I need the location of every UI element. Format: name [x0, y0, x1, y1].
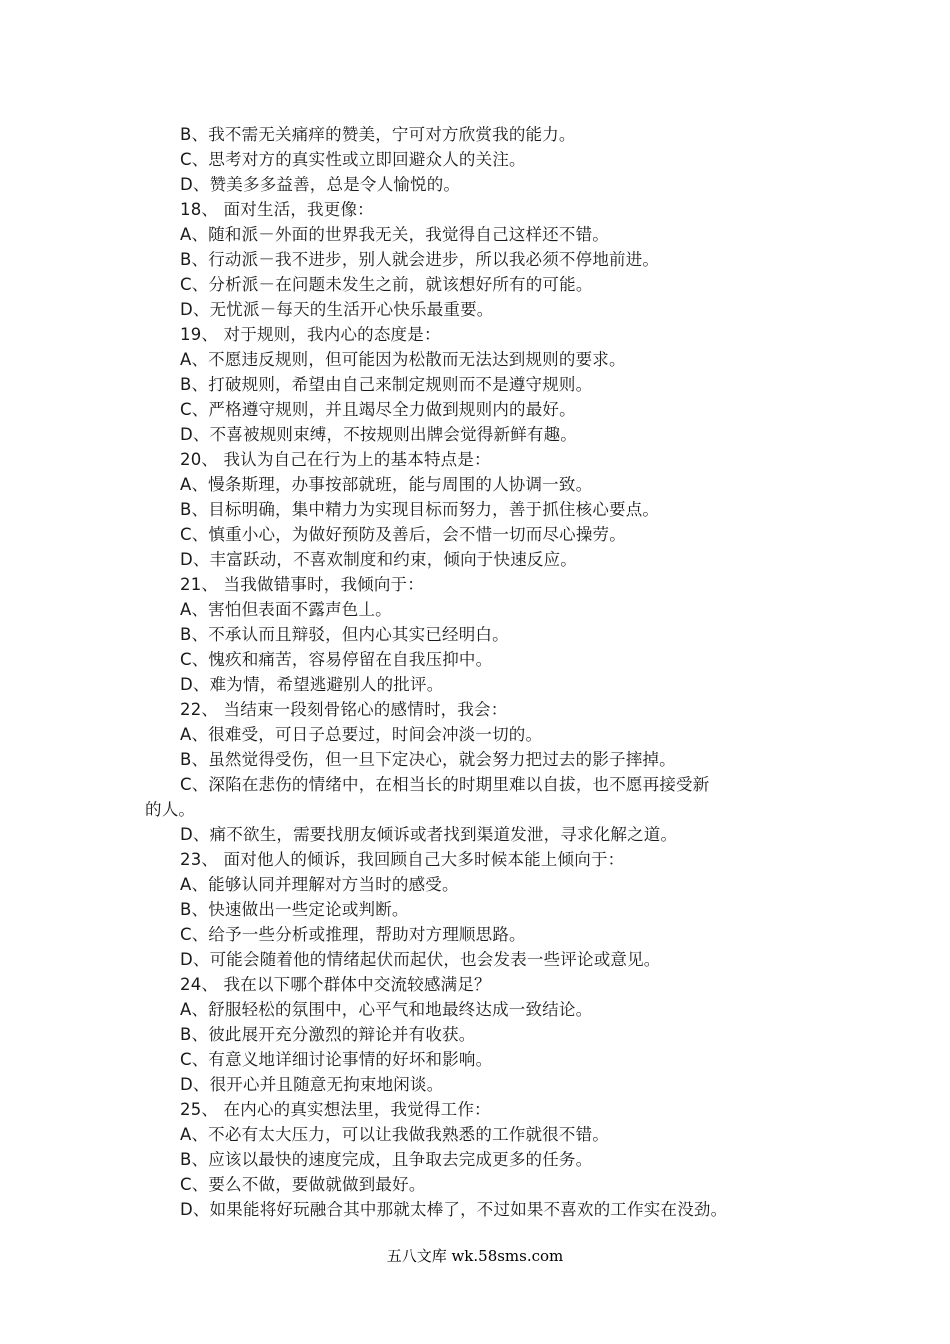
question-line: 25、 在内心的真实想法里，我觉得工作： — [180, 1100, 491, 1119]
text-line: A、很难受，可日子总要过，时间会冲淡一切的。 — [180, 725, 543, 744]
text-line: B、彼此展开充分激烈的辩论并有收获。 — [180, 1025, 476, 1044]
text-line: C、有意义地详细讨论事情的好坏和影响。 — [180, 1050, 493, 1069]
question-line: 23、 面对他人的倾诉，我回顾自己大多时候本能上倾向于： — [180, 850, 625, 869]
question-line: 24、 我在以下哪个群体中交流较感满足？ — [180, 975, 491, 994]
text-line: B、快速做出一些定论或判断。 — [180, 900, 409, 919]
text-line: A、不必有太大压力，可以让我做我熟悉的工作就很不错。 — [180, 1125, 609, 1144]
text-line: C、给予一些分析或推理，帮助对方理顺思路。 — [180, 925, 526, 944]
text-line: D、不喜被规则束缚，不按规则出牌会觉得新鲜有趣。 — [180, 425, 578, 444]
text-line: D、可能会随着他的情绪起伏而起伏，也会发表一些评论或意见。 — [180, 950, 661, 969]
text-line: C、分析派－在问题未发生之前，就该想好所有的可能。 — [180, 275, 593, 294]
text-line: B、不承认而且辩驳，但内心其实已经明白。 — [180, 625, 509, 644]
text-line: C、严格遵守规则，并且竭尽全力做到规则内的最好。 — [180, 400, 576, 419]
text-line: A、舒服轻松的氛围中，心平气和地最终达成一致结论。 — [180, 1000, 593, 1019]
text-line: A、害怕但表面不露声色丄。 — [180, 600, 392, 619]
text-line: A、能够认同并理解对方当时的感受。 — [180, 875, 459, 894]
text-line: D、无忧派－每天的生活开心快乐最重要。 — [180, 300, 494, 319]
text-line: D、很开心并且随意无拘束地闲谈。 — [180, 1075, 444, 1094]
text-line-continuation: 的人。 — [145, 800, 196, 819]
question-line: 20、 我认为自己在行为上的基本特点是： — [180, 450, 491, 469]
question-line: 22、 当结束一段刻骨铭心的感情时，我会： — [180, 700, 508, 719]
text-line: A、随和派－外面的世界我无关，我觉得自己这样还不错。 — [180, 225, 609, 244]
text-line: C、愧疚和痛苦，容易停留在自我压抑中。 — [180, 650, 493, 669]
text-line: D、如果能将好玩融合其中那就太棒了，不过如果不喜欢的工作实在没劲。 — [180, 1200, 728, 1219]
text-line: C、要么不做，要做就做到最好。 — [180, 1175, 426, 1194]
text-line: C、思考对方的真实性或立即回避众人的关注。 — [180, 150, 526, 169]
text-line: B、我不需无关痛痒的赞美，宁可对方欣赏我的能力。 — [180, 125, 576, 144]
text-line: C、慎重小心，为做好预防及善后，会不惜一切而尽心操劳。 — [180, 525, 626, 544]
text-line: D、丰富跃动，不喜欢制度和约束，倾向于快速反应。 — [180, 550, 578, 569]
text-line: B、虽然觉得受伤，但一旦下定决心，就会努力把过去的影子摔掉。 — [180, 750, 676, 769]
page-footer: 五八文库 wk.58sms.com — [386, 1247, 564, 1265]
text-line: A、不愿违反规则，但可能因为松散而无法达到规则的要求。 — [180, 350, 626, 369]
text-line: B、目标明确，集中精力为实现目标而努力，善于抓住核心要点。 — [180, 500, 660, 519]
text-line: B、行动派－我不进步，别人就会进步，所以我必须不停地前进。 — [180, 250, 660, 269]
text-line: C、深陷在悲伤的情绪中，在相当长的时期里难以自拔，也不愿再接受新 — [180, 775, 710, 794]
question-line: 18、 面对生活，我更像： — [180, 200, 374, 219]
text-line: D、痛不欲生，需要找朋友倾诉或者找到渠道发泄，寻求化解之道。 — [180, 825, 678, 844]
question-line: 19、 对于规则，我内心的态度是： — [180, 325, 441, 344]
text-line: D、难为情，希望逃避别人的批评。 — [180, 675, 444, 694]
text-line: B、应该以最快的速度完成，且争取去完成更多的任务。 — [180, 1150, 593, 1169]
text-line: D、赞美多多益善，总是令人愉悦的。 — [180, 175, 461, 194]
text-line: A、慢条斯理，办事按部就班，能与周围的人协调一致。 — [180, 475, 593, 494]
text-body — [145, 122, 825, 1222]
text-line: B、打破规则，希望由自己来制定规则而不是遵守规则。 — [180, 375, 593, 394]
question-line: 21、 当我做错事时，我倾向于： — [180, 575, 424, 594]
